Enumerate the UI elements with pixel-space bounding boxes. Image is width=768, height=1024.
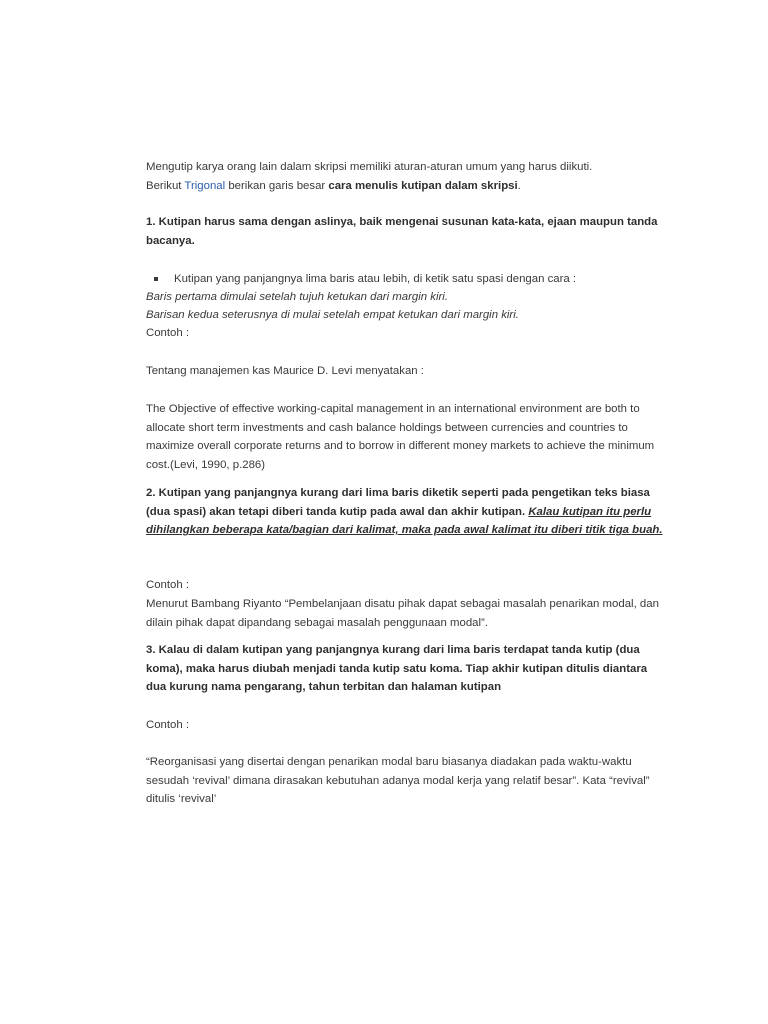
rule-2-heading-italic: Kalau kutipan itu perlu dihilangkan beberapa kata/bagian dari kalimat, maka pada awal kalimat itu diberi titik tiga buah. [146, 505, 663, 537]
example-2-text: Menurut Bambang Riyanto “Pembelanjaan disatu pihak dapat sebagai masalah penarikan modal, dan dilain pihak dapat dipandang sebagai masalah penggunaan modal”. [146, 598, 659, 629]
example-1-intro: Tentang manajemen kas Maurice D. Levi menyatakan : [146, 365, 424, 377]
rule-1-heading: 1. Kutipan harus sama dengan aslinya, baik mengenai susunan kata-kata, ejaan maupun tanda bacanya. [146, 216, 658, 247]
intro-paragraph [146, 158, 666, 195]
bullet-text: Kutipan yang panjangnya lima baris atau lebih, di ketik satu spasi dengan cara : [174, 273, 577, 285]
intro-line-2-bold: cara menulis kutipan dalam skripsi [328, 179, 518, 192]
rule-3-heading: 3. Kalau di dalam kutipan yang panjangnya kurang dari lima baris terdapat tanda kutip (dua koma), maka harus diubah menjadi tanda kutip satu koma. Tiap akhir kutipan ditulis diantara dua kurung nama pengarang, tahun terbitan dan halaman kutipan [146, 644, 648, 694]
intro-line-2-prefix: Berikut [146, 179, 185, 192]
trigonal-link[interactable]: Trigonal [184, 179, 226, 192]
rule-2-heading-bold: 2. Kutipan yang panjangnya kurang dari lima baris diketik seperti pada pengetikan teks biasa (dua spasi) akan tetapi diberi tanda kutip pada awal dan akhir kutipan. [146, 487, 650, 518]
example-3-text: “Reorganisasi yang disertai dengan penarikan modal baru biasanya diadakan pada waktu-waktu sesudah ‘revival’ dimana dirasakan kebutuhan adanya modal kerja yang relatif besar”. Kata “revival” ditulis ‘revival’ [146, 756, 650, 806]
bullet-line-a: Baris pertama dimulai setelah tujuh ketukan dari margin kiri. [146, 291, 448, 303]
rule-2-heading [146, 484, 666, 540]
intro-line-2-end: . [517, 179, 521, 192]
contoh-label-2: Contoh : [146, 579, 190, 591]
intro-line-1: Mengutip karya orang lain dalam skripsi memiliki aturan-aturan umum yang harus diikuti. [146, 161, 593, 173]
example-1-quote: The Objective of effective working-capital management in an international environment are both to allocate short term investments and cash balance holdings between currencies and countries to maximize overall corporate returns and to borrow in different money markets to achieve the minimum cost.(Levi, 1990, p.286) [146, 403, 655, 471]
contoh-label-3: Contoh : [146, 719, 190, 731]
square-bullet-icon [154, 277, 158, 281]
bullet-line-b: Barisan kedua seterusnya di mulai setelah empat ketukan dari margin kiri. [146, 309, 519, 321]
intro-line-2-mid: berikan garis besar [225, 179, 329, 192]
contoh-label-1: Contoh : [146, 327, 190, 339]
